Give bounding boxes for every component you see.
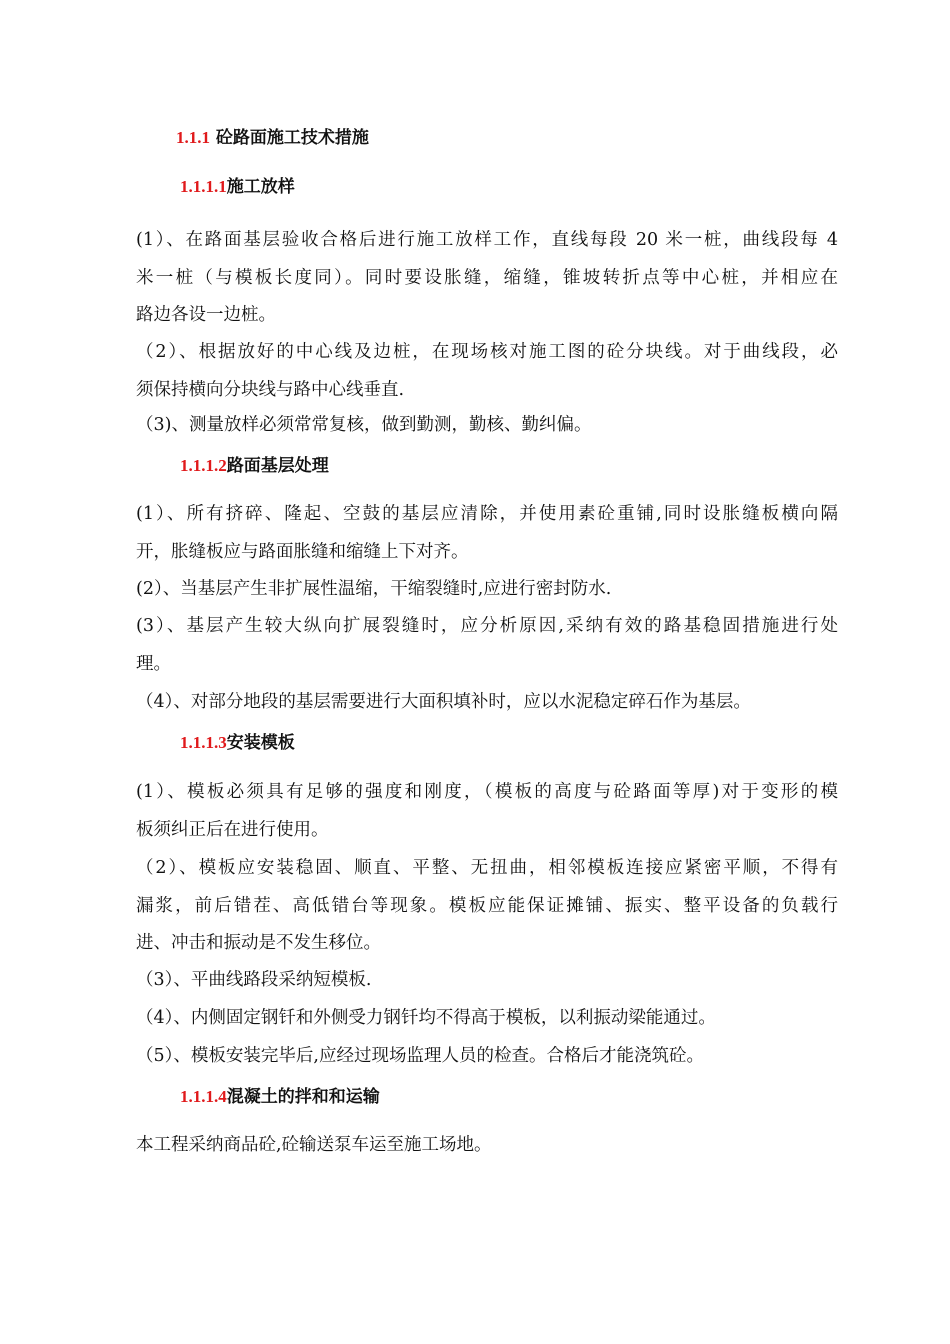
paragraph-line: 米一桩（与模板长度同）。同时要设胀缝，缩缝，锥坡转折点等中心桩，并相应在 bbox=[136, 267, 838, 288]
paragraph bbox=[136, 407, 838, 445]
paragraph bbox=[136, 608, 838, 683]
paragraph-line: （3)、测量放样必须常常复核，做到勤测，勤核、勤纠偏。 bbox=[136, 415, 592, 435]
subsection-heading bbox=[180, 1086, 380, 1108]
section-heading: 砼路面施工技术措施 bbox=[215, 128, 369, 148]
paragraph-line: 开，胀缝板应与路面胀缝和缩缝上下对齐。 bbox=[136, 541, 469, 562]
paragraph bbox=[136, 1000, 838, 1038]
subsection-heading bbox=[180, 176, 295, 198]
subsection-number: 1.1.1.4 bbox=[180, 1087, 227, 1106]
subsection-title: 混凝土的拌和和运输 bbox=[226, 1087, 380, 1107]
paragraph-line: 漏浆，前后错茬、高低错台等现象。模板应能保证摊铺、振实、整平设备的负载行 bbox=[136, 895, 838, 916]
paragraph-line: 须保持横向分块线与路中心线垂直. bbox=[136, 379, 405, 400]
section-number: 1.1.1 bbox=[176, 128, 210, 147]
paragraph-line: 进、冲击和振动是不发生移位。 bbox=[136, 933, 381, 953]
paragraph-line: （2）、模板应安装稳固、顺直、平整、无扭曲，相邻模板连接应紧密平顺，不得有 bbox=[136, 858, 838, 878]
paragraph-line: 本工程采纳商品砼,砼输送泵车运至施工场地。 bbox=[136, 1135, 492, 1155]
subsection-heading bbox=[180, 455, 329, 477]
paragraph-line: (3）、基层产生较大纵向扩展裂缝时，应分析原因,采纳有效的路基稳固措施进行处 bbox=[136, 616, 838, 636]
paragraph bbox=[136, 222, 838, 335]
paragraph bbox=[136, 334, 838, 409]
paragraph-line: (1）、在路面基层验收合格后进行施工放样工作，直线每段 20 米一桩，曲线段每 4 bbox=[136, 230, 838, 250]
paragraph-line: （5）、模板安装完毕后,应经过现场监理人员的检查。合格后才能浇筑砼。 bbox=[136, 1046, 704, 1066]
paragraph-line: （2）、根据放好的中心线及边桩，在现场核对施工图的砼分块线。对于曲线段，必 bbox=[136, 342, 838, 362]
paragraph-line: 路边各设一边桩。 bbox=[136, 305, 276, 325]
paragraph-line: (2）、当基层产生非扩展性温缩，干缩裂缝时,应进行密封防水. bbox=[136, 579, 612, 599]
paragraph-line: 理。 bbox=[136, 653, 171, 674]
subsection-heading bbox=[180, 732, 295, 754]
paragraph-line: （3）、平曲线路段采纳短模板. bbox=[136, 970, 372, 990]
subsection-number: 1.1.1.2 bbox=[180, 456, 227, 475]
subsection-number: 1.1.1.1 bbox=[180, 177, 227, 196]
paragraph-line: (1）、模板必须具有足够的强度和刚度，（模板的高度与砼路面等厚)对于变形的模 bbox=[136, 782, 838, 802]
paragraph bbox=[136, 850, 838, 963]
subsection-number: 1.1.1.3 bbox=[180, 733, 227, 752]
paragraph-line: 板须纠正后在进行使用。 bbox=[136, 819, 329, 840]
subsection-title: 安装模板 bbox=[226, 733, 295, 753]
paragraph bbox=[136, 1038, 838, 1076]
paragraph bbox=[136, 684, 838, 722]
subsection-title: 路面基层处理 bbox=[226, 456, 329, 476]
paragraph bbox=[136, 571, 838, 609]
paragraph bbox=[136, 1127, 838, 1165]
paragraph bbox=[136, 774, 838, 849]
paragraph bbox=[136, 962, 838, 1000]
paragraph bbox=[136, 496, 838, 571]
section-title bbox=[176, 127, 369, 149]
subsection-title: 施工放样 bbox=[226, 177, 295, 197]
paragraph-line: （4）、内侧固定钢钎和外侧受力钢钎均不得高于模板，以利振动梁能通过。 bbox=[136, 1008, 716, 1028]
paragraph-line: （4）、对部分地段的基层需要进行大面积填补时，应以水泥稳定碎石作为基层。 bbox=[136, 692, 751, 712]
paragraph-line: (1）、所有挤碎、隆起、空鼓的基层应清除，并使用素砼重铺,同时设胀缝板横向隔 bbox=[136, 504, 838, 524]
